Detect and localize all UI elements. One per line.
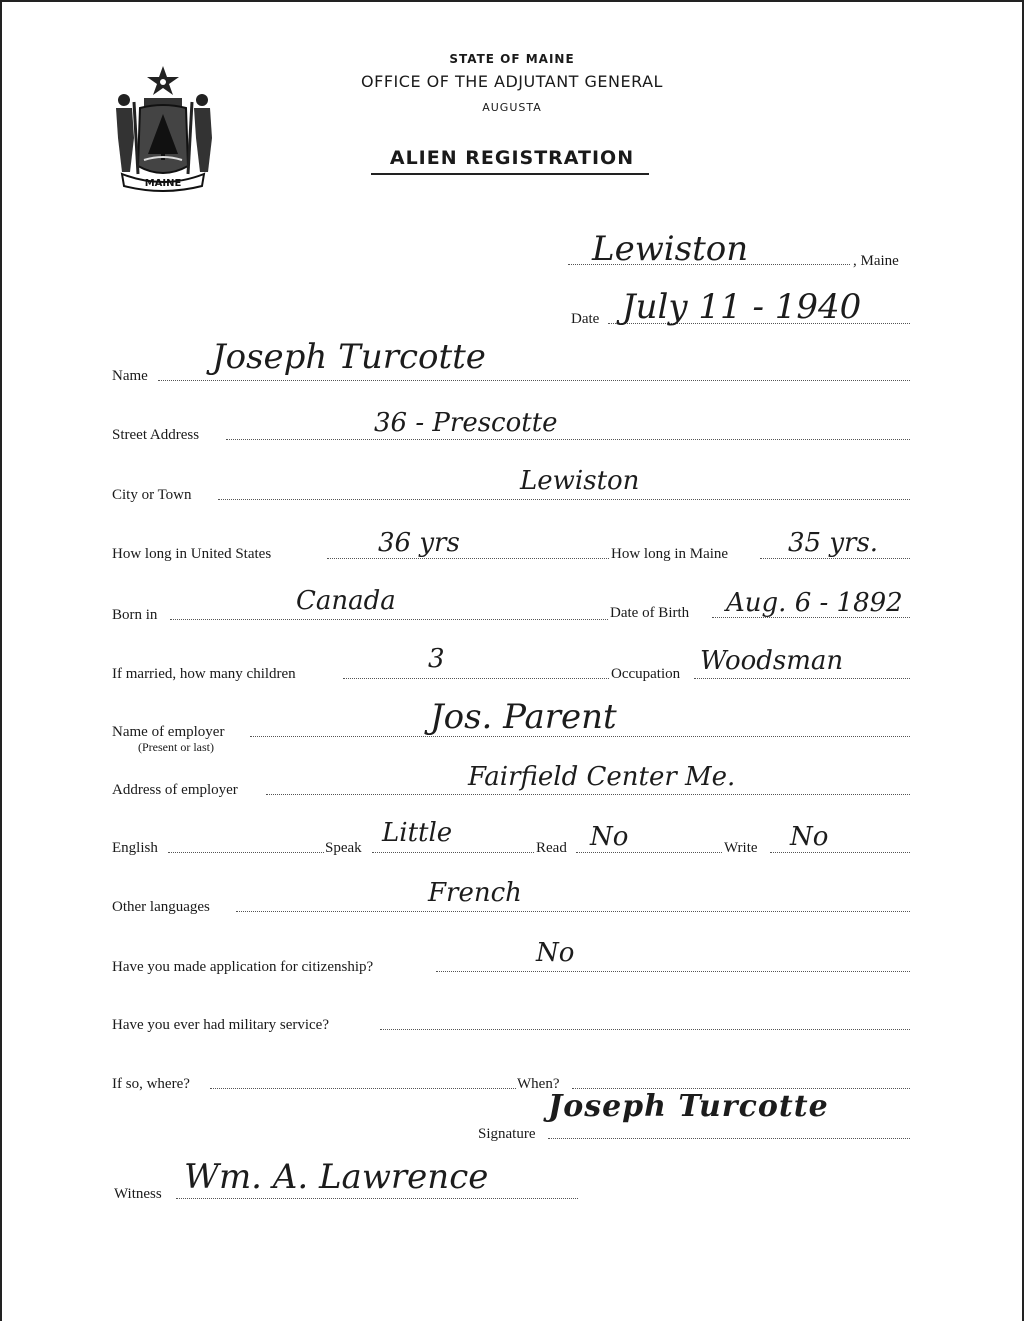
write-value[interactable]: No <box>790 822 829 852</box>
where-label: If so, where? <box>112 1076 190 1092</box>
how-long-us-line <box>327 558 609 559</box>
how-long-maine-value[interactable]: 35 yrs. <box>788 528 879 558</box>
occupation-line <box>694 678 910 679</box>
name-line <box>158 380 910 381</box>
header-city: AUGUSTA <box>482 101 542 114</box>
header-state: STATE OF MAINE <box>449 52 575 66</box>
witness-label: Witness <box>114 1186 162 1202</box>
born-in-value[interactable]: Canada <box>296 586 396 616</box>
write-label: Write <box>724 840 758 856</box>
occupation-label: Occupation <box>611 666 681 682</box>
street-address-line <box>226 439 910 440</box>
name-label: Name <box>112 368 148 384</box>
signature-value[interactable]: Joseph Turcotte <box>548 1089 829 1124</box>
date-value[interactable]: July 11 - 1940 <box>622 287 862 327</box>
how-long-us-label: How long in United States <box>112 546 272 562</box>
employer-address-value[interactable]: Fairfield Center Me. <box>468 762 736 792</box>
other-languages-line <box>236 911 910 912</box>
street-address-value[interactable]: 36 - Prescotte <box>374 408 558 438</box>
children-label: If married, how many children <box>112 666 296 682</box>
born-in-line <box>170 619 608 620</box>
children-value[interactable]: 3 <box>428 644 445 674</box>
name-value[interactable]: Joseph Turcotte <box>212 337 486 377</box>
read-line <box>576 852 722 853</box>
how-long-maine-line <box>760 558 910 559</box>
city-line <box>218 499 910 500</box>
witness-line <box>176 1198 578 1199</box>
title-underline <box>371 173 649 175</box>
employer-sublabel: (Present or last) <box>138 740 214 754</box>
occupation-value[interactable]: Woodsman <box>700 646 844 676</box>
header-office: OFFICE OF THE ADJUTANT GENERAL <box>361 72 663 91</box>
town-value[interactable]: Lewiston <box>592 229 749 269</box>
read-label: Read <box>536 840 567 856</box>
employer-value[interactable]: Jos. Parent <box>430 697 617 737</box>
other-languages-value[interactable]: French <box>428 878 522 908</box>
military-label: Have you ever had military service? <box>112 1017 329 1033</box>
street-address-label: Street Address <box>112 427 200 443</box>
read-value[interactable]: No <box>590 822 629 852</box>
scan-edge-left <box>0 0 2 1321</box>
citizenship-line <box>436 971 910 972</box>
employer-address-label: Address of employer <box>112 782 238 798</box>
citizenship-label: Have you made application for citizenship? <box>112 959 374 975</box>
how-long-us-value[interactable]: 36 yrs <box>378 528 460 558</box>
military-line <box>380 1029 910 1030</box>
city-value[interactable]: Lewiston <box>520 466 640 496</box>
when-label: When? <box>517 1076 560 1092</box>
employer-label: Name of employer <box>112 724 225 740</box>
born-in-label: Born in <box>112 607 158 623</box>
city-label: City or Town <box>112 487 192 503</box>
maine-suffix: , Maine <box>853 253 899 269</box>
write-line <box>770 852 910 853</box>
english-line <box>168 852 324 853</box>
form-title: ALIEN REGISTRATION <box>389 147 635 169</box>
signature-label: Signature <box>478 1126 536 1142</box>
speak-value[interactable]: Little <box>382 818 453 848</box>
speak-line <box>372 852 534 853</box>
where-line <box>210 1088 516 1089</box>
english-label: English <box>112 840 158 856</box>
date-of-birth-label: Date of Birth <box>610 605 690 621</box>
seal-banner-text: MAINE <box>144 178 182 189</box>
employer-address-line <box>266 794 910 795</box>
scan-edge-top <box>0 0 1024 2</box>
speak-label: Speak <box>325 840 362 856</box>
date-of-birth-value[interactable]: Aug. 6 - 1892 <box>726 588 903 618</box>
how-long-maine-label: How long in Maine <box>611 546 729 562</box>
witness-value[interactable]: Wm. A. Lawrence <box>184 1157 489 1197</box>
date-label: Date <box>571 311 600 327</box>
children-line <box>343 678 609 679</box>
signature-line <box>548 1138 910 1139</box>
citizenship-value[interactable]: No <box>536 938 575 968</box>
other-languages-label: Other languages <box>112 899 210 915</box>
